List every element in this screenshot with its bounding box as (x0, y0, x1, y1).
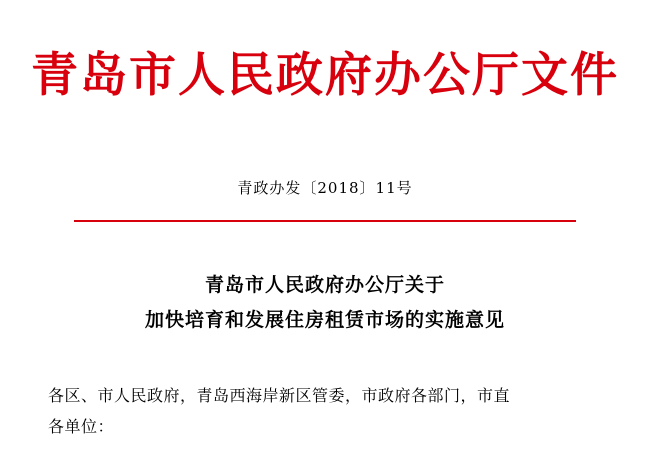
document-recipient-block (48, 380, 602, 442)
document-title-block (0, 268, 650, 338)
recipient-line-1: 各区、市人民政府，青岛西海岸新区管委，市政府各部门，市直 (48, 386, 511, 406)
document-masthead-title: 青岛市人民政府办公厅文件 (31, 48, 619, 103)
red-divider-rule (74, 220, 576, 222)
document-title-line-2: 加快培育和发展住房租赁市场的实施意见 (144, 309, 505, 332)
document-title-line-1: 青岛市人民政府办公厅关于 (204, 274, 445, 296)
document-number: 青政办发〔2018〕11号 (237, 179, 413, 197)
recipient-line-2: 各单位： (48, 417, 115, 437)
